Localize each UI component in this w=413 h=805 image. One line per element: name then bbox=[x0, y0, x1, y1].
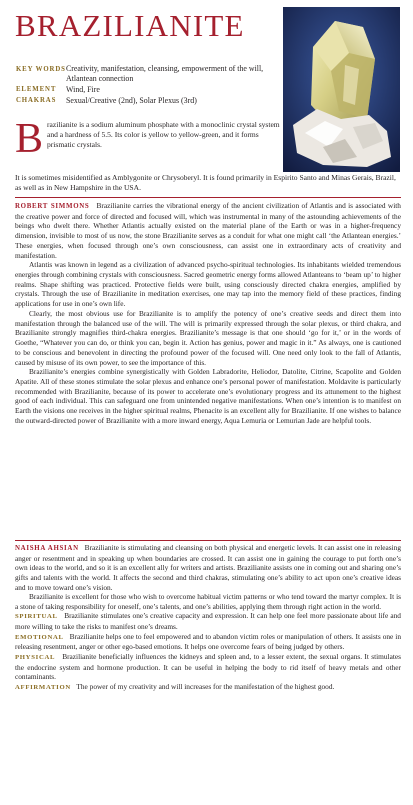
keywords-value: Creativity, manifestation, cleansing, empowerment of the will, Atlantean connection bbox=[66, 64, 264, 84]
author-robert-simmons: ROBERT SIMMONS bbox=[15, 203, 90, 210]
emotional-text: Brazilianite helps one to feel empowered and to abandon victim roles or manipulation of others. It assists one in releasing resentment, anger or other ego-based emotions. It helps one overcome fears of being judged by others. bbox=[15, 631, 401, 652]
chakras-row bbox=[16, 96, 278, 107]
crystal-illustration bbox=[283, 7, 400, 172]
affirmation-text: The power of my creativity and will increases for the manifestation of the highest good. bbox=[76, 681, 335, 691]
simmons-paragraph-2: Atlantis was known in legend as a civilization of advanced psycho-spiritual technologies. Its inhabitants wielded tremendous energies through combining crystals with consciousness. Sacred geometric energy forms allowed Atlanteans to ‘beam up’ to higher realms. Shape shifting was practiced. Protective fields were built, using consciously directed chakra energies, amplified by crystals. Through the use of Brazilianite in meditation exercises, one may tap into the memory field of these practices, finding applications for use in one’s own life. bbox=[15, 260, 401, 309]
section-divider-ahsian bbox=[15, 540, 401, 541]
page-title: BRAZILIANITE bbox=[15, 8, 245, 43]
ahsian-section bbox=[15, 543, 401, 692]
author-naisha-ahsian: NAISHA AHSIAN bbox=[15, 545, 79, 552]
ahsian-paragraph-1: Brazilianite is stimulating and cleansing on both physical and energetic levels. It can assist one in releasing anger or resentment and in speaking up when boundaries are crossed. It can assist one in gaining the courage to put forth one’s own ideas to the world, and so it is an excellent ally for writers and artists. Brazilianite assists one in coming out and sharing one’s gifts and talents with the world. It affects the second and third chakras, stimulating one’s ability to act upon one’s creative ideas and to move toward one’s vision. bbox=[15, 543, 401, 592]
metadata-block bbox=[16, 64, 278, 107]
element-label: ELEMENT bbox=[16, 86, 57, 94]
affirmation-label: AFFIRMATION bbox=[15, 683, 71, 691]
section-divider-simmons bbox=[15, 197, 401, 198]
physical-text: Brazilianite beneficially influences the kidneys and spleen and, to a lesser extent, the sexual organs. It stimulates the endocrine system and hormone production. It can be useful in helping the body to rid itself of heavy metals and other contaminants. bbox=[15, 651, 402, 682]
intro-text-continued: It is sometimes misidentified as Amblygonite or Chrysoberyl. It is found primarily in Espirito Santo and Minas Gerais, Brazil, as well as in New Hampshire in the USA. bbox=[15, 173, 396, 193]
emotional-label: EMOTIONAL bbox=[15, 633, 64, 641]
simmons-paragraph-3: Clearly, the most obvious use for Brazilianite is to amplify the potency of one’s creative seeds and direct them into manifestation through the balanced use of the will. The will is primarily expressed through the solar plexus, or third chakra, and Brazilianite strongly magnifies third-chakra energies. Brazilianite’s message is that one should ‘go for it,’ or in the words of Goethe, “Whatever you can do, or think you can, begin it. Action has genius, power and magic in it.” As always, one is cautioned to be conscious and benevolent in directing the profound power of the focused will. One need only look to the fall of Atlantis, caused by misuse of its own power, to see the importance of this. bbox=[15, 308, 401, 367]
physical-label: PHYSICAL bbox=[15, 653, 56, 661]
simmons-paragraph-1: Brazilianite carries the vibrational energy of the ancient civilization of Atlantis and is associated with the creative power and force of directed and focused will, which was instrumental in many of the astounding achievements of the beings who dwelt there. Whether Atlantis actually existed on the material plane of the Earth or was in a higher-frequency dimension, invisible to most of us now, the stone Brazilianite serves as a conduit for what one might call ‘the Atlantean energies.’ These energies, when focused through one’s own consciousness, can assist one in extraordinary acts of creativity and manifestation. bbox=[15, 201, 401, 260]
simmons-section bbox=[15, 201, 401, 426]
element-value: Wind, Fire bbox=[66, 84, 100, 94]
brazilianite-crystal-image bbox=[283, 7, 400, 172]
chakras-value: Sexual/Creative (2nd), Solar Plexus (3rd) bbox=[66, 95, 197, 105]
keywords-row bbox=[16, 64, 278, 85]
spiritual-text: Brazilianite stimulates one’s creative capacity and expression. It can help one feel more passionate about life and more willing to take the risks to manifest one’s dreams. bbox=[15, 611, 401, 631]
ahsian-paragraph-2: Brazilianite is excellent for those who wish to overcome habitual victim patterns or who tend toward the martyr complex. It is a stone of taking responsibility for oneself, one’s talents, and one’s abilities, applying them through right action in the world. bbox=[15, 592, 401, 611]
spiritual-label: SPIRITUAL bbox=[15, 613, 58, 621]
element-row bbox=[16, 85, 278, 96]
drop-cap: B bbox=[15, 116, 44, 162]
simmons-paragraph-4: Brazilianite’s energies combine synergistically with Golden Labradorite, Heliodor, Datolite, Citrine, Scapolite and Golden Apatite. All of these stones stimulate the solar plexus and enhance one’s personal power of manifestation. Moldavite is particularly recommended with Brazilianite, because of its power to accelerate one’s evolutionary progress and its attunement to the highest good of each individual. This can safeguard one from unintended negative manifestations. When one’s intention is to manifest on Earth the visions one receives in the higher spiritual realms, Phenacite is an excellent ally for Brazilianite. If one wishes to balance the outward-directed power of Brazilianite with a more inward energy, Aqua Lemuria or Lemurian Jade are helpful tools. bbox=[15, 367, 401, 425]
keywords-label: KEY WORDS bbox=[16, 65, 66, 73]
intro-paragraph bbox=[15, 116, 281, 162]
intro-text: razilianite is a sodium aluminum phosphate with a monoclinic crystal system and a hardness of 5.5. Its color is yellow to yellow-green, and it forms prismatic crystals. bbox=[47, 120, 280, 150]
chakras-label: CHAKRAS bbox=[16, 97, 57, 105]
